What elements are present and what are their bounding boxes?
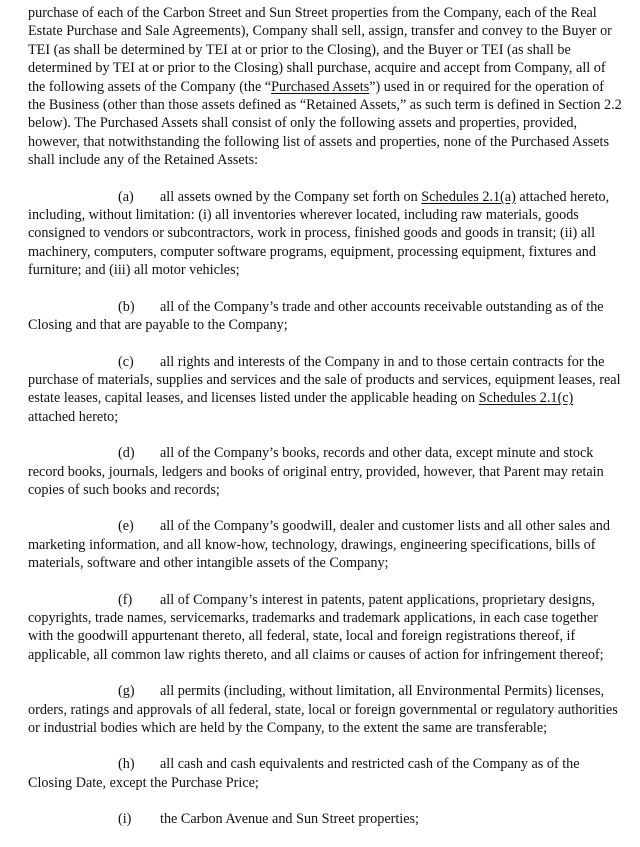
item-text-pre: all of the Company’s books, records and other data, except minute and stock record books, journals, ledgers and books of original entry, provided, however, that Parent may retain copies of such books and records; <box>28 445 604 498</box>
item-text-pre: the Carbon Avenue and Sun Street properties; <box>160 811 419 828</box>
item-b <box>28 298 624 335</box>
item-f <box>28 591 624 665</box>
item-label: (i) <box>118 811 132 828</box>
item-label: (h) <box>118 756 135 773</box>
item-text-pre: all of Company’s interest in patents, patent applications, proprietary designs, copyrights, trade names, servicemarks, trademarks and trademark applications, in each case together with the goodwill appurtenant thereto, all federal, state, local and foreign registrations thereof, if applicable, all common law rights thereto, and all claims or causes of action for infringement thereof; <box>28 591 604 663</box>
item-text-post: attached hereto; <box>28 408 119 425</box>
item-text-pre: all of the Company’s trade and other accounts receivable outstanding as of the Closing and that are payable to the Company; <box>28 298 604 334</box>
intro-paragraph <box>28 4 624 170</box>
item-label: (b) <box>118 298 135 315</box>
item-e <box>28 517 624 572</box>
item-g <box>28 682 624 737</box>
item-a <box>28 188 624 280</box>
item-label: (g) <box>118 683 135 700</box>
item-text-post: attached hereto, including, without limitation: (i) all inventories wherever located, including raw materials, goods consigned to vendors or subcontractors, work in process, finished goods and goods in transit; (ii) all machinery, computers, computer software programs, equipment, processing equipment, fixtures and furniture; and (iii) all motor vehicles; <box>28 188 610 279</box>
defined-term-purchased-assets: Purchased Assets <box>271 78 370 95</box>
item-text-pre: all permits (including, without limitation, all Environmental Permits) licenses, orders, ratings and approvals of all federal, state, local or foreign governmental or regulatory authorities or industrial bodies which are held by the Company, to the extent the same are transferable; <box>28 683 618 736</box>
intro-text-pre: purchase of each of the Carbon Street and Sun Street properties from the Company, each of the Real Estate Purchase and Sale Agreements), Company shall sell, assign, transfer and convey to the Buyer or TEI (as shall be determined by TEI at or prior to the Closing), and the Buyer or TEI (as shall be determined by TEI at or prior to the Closing) shall purchase, acquire and accept from Company, all of the following assets of the Company (the “ <box>28 5 612 95</box>
item-d <box>28 444 624 499</box>
item-text-pre: all of the Company’s goodwill, dealer and customer lists and all other sales and marketing information, and all know-how, technology, drawings, engineering specifications, bills of materials, software and other intangible assets of the Company; <box>28 518 610 572</box>
item-label: (a) <box>118 188 134 205</box>
item-label: (d) <box>118 445 135 462</box>
item-text-pre: all assets owned by the Company set forth on <box>160 188 422 205</box>
item-label: (c) <box>118 353 134 370</box>
item-label: (f) <box>118 591 133 608</box>
document-page <box>28 4 624 847</box>
intro-text-post: ”) used in or required for the operation of the Business (other than those assets defined as “Retained Assets,” as such term is defined in Section 2.2 below). The Purchased Assets shall consist of only the following assets and properties, provided, however, that notwithstanding the following list of assets and properties, none of the Purchased Assets shall include any of the Retained Assets: <box>28 78 622 169</box>
item-c <box>28 353 624 427</box>
item-i <box>28 810 624 828</box>
schedule-reference: Schedules 2.1(a) <box>421 188 516 205</box>
item-h <box>28 755 624 792</box>
item-text-pre: all cash and cash equivalents and restricted cash of the Company as of the Closing Date, except the Purchase Price; <box>28 756 580 791</box>
item-text-pre: all rights and interests of the Company in and to those certain contracts for the purchase of materials, supplies and services and the sale of products and services, equipment leases, real estate leases, capital leases, and licenses listed under the applicable heading on <box>28 353 621 407</box>
item-label: (e) <box>118 518 134 535</box>
schedule-reference: Schedules 2.1(c) <box>478 390 574 407</box>
